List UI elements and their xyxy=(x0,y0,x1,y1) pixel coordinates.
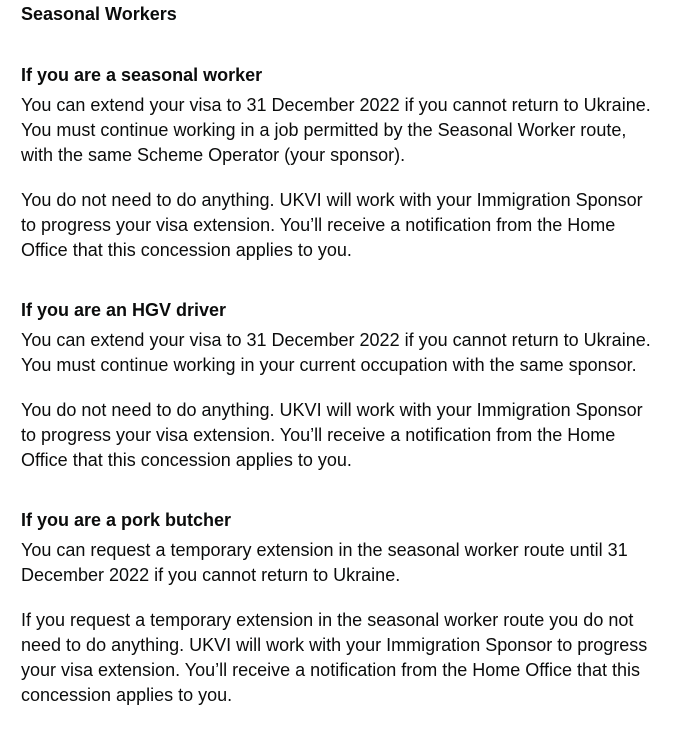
section-heading: If you are a seasonal worker xyxy=(21,65,263,85)
section-pork-butcher xyxy=(21,473,658,708)
section-paragraph: You do not need to do anything. UKVI will work with your Immigration Sponsor to progress your visa extension. You’ll receive a notification from the Home Office that this concession applies to you. xyxy=(21,190,643,260)
section-paragraph: You can extend your visa to 31 December 2022 if you cannot return to Ukraine. You must continue working in a job permitted by the Seasonal Worker route, with the same Scheme Operator (your sponsor). xyxy=(21,95,651,165)
section-paragraph: You can request a temporary extension in the seasonal worker route until 31 December 2022 if you cannot return to Ukraine. xyxy=(21,540,628,585)
section-paragraph: If you request a temporary extension in the seasonal worker route you do not need to do anything. UKVI will work with your Immigration Sponsor to progress your visa extension. You’ll receive a notification from the Home Office that this concession applies to you. xyxy=(21,610,648,705)
section-paragraph: You do not need to do anything. UKVI will work with your Immigration Sponsor to progress your visa extension. You’ll receive a notification from the Home Office that this concession applies to you. xyxy=(21,400,643,470)
page-title: Seasonal Workers xyxy=(21,4,177,24)
section-heading: If you are a pork butcher xyxy=(21,510,232,530)
section-hgv-driver xyxy=(21,263,658,473)
section-paragraph: You can extend your visa to 31 December 2022 if you cannot return to Ukraine. You must continue working in your current occupation with the same sponsor. xyxy=(21,330,651,375)
section-heading: If you are an HGV driver xyxy=(21,300,227,320)
section-seasonal-worker xyxy=(21,27,658,263)
